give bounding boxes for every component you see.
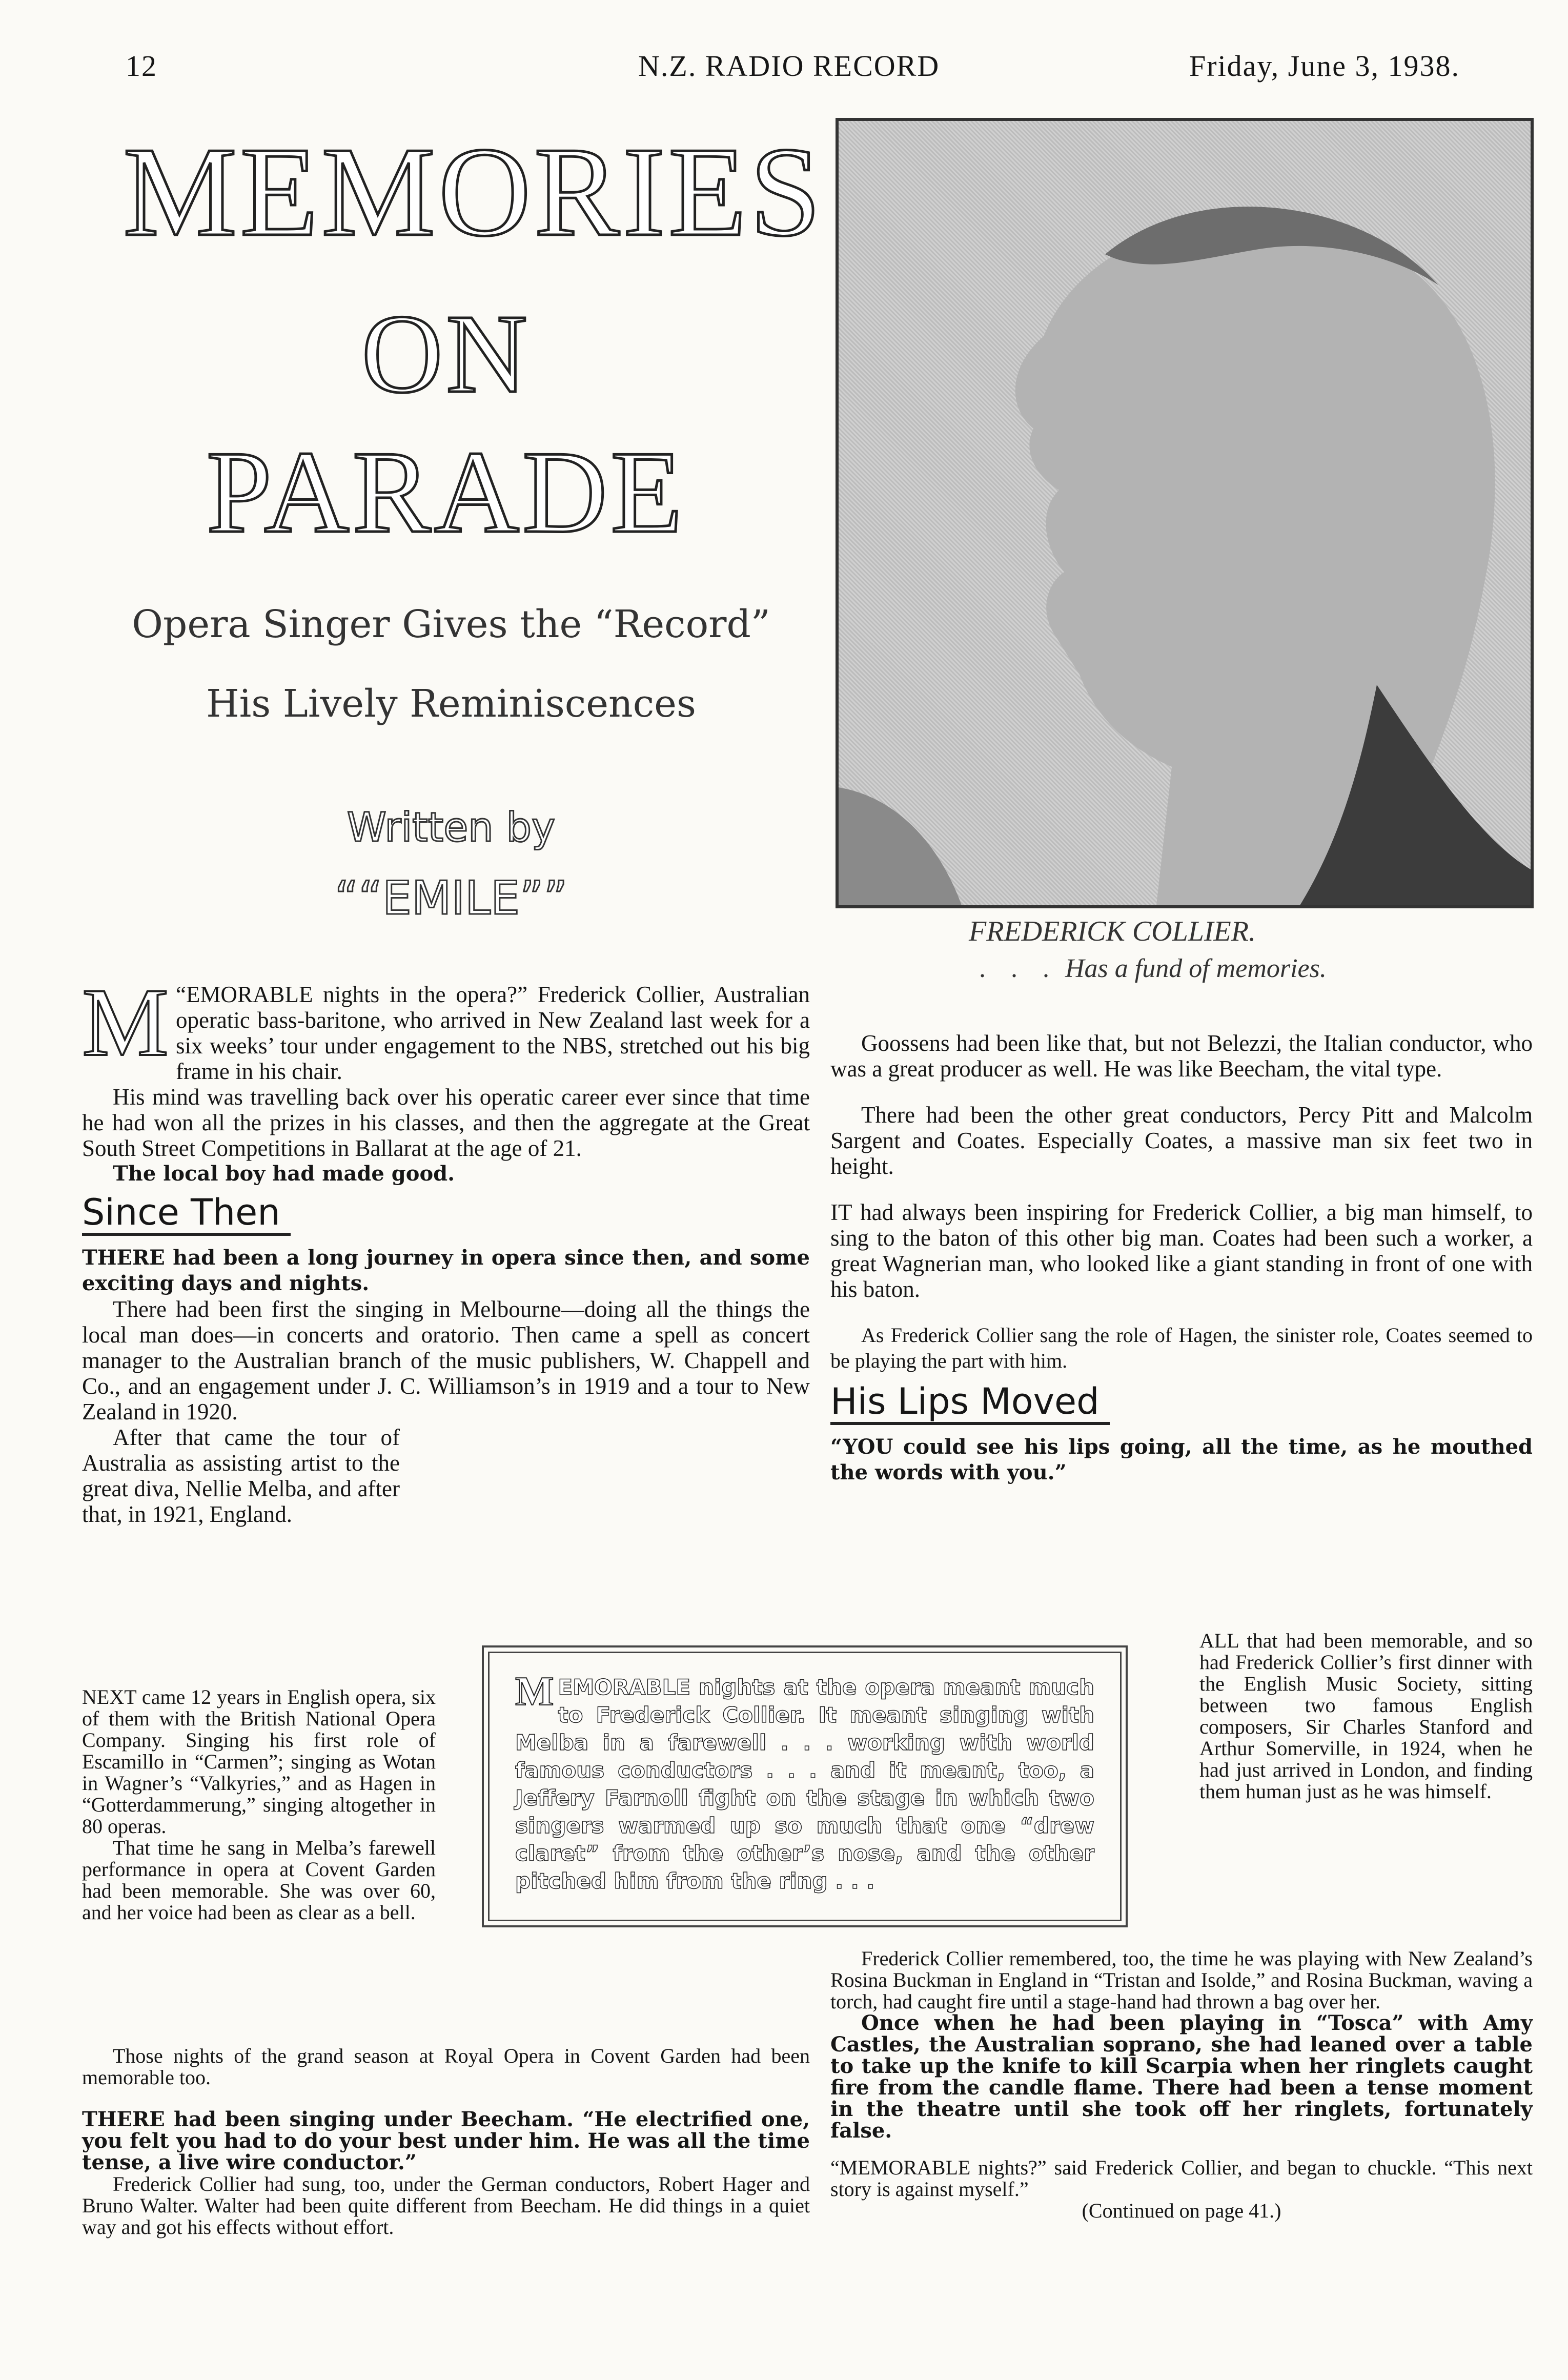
right-column [830, 1030, 1533, 1486]
photo-caption-subtext: Has a fund of memories. [1065, 954, 1327, 983]
byline-label: Written by [347, 805, 556, 851]
paragraph-bold: Once when he had been playing in “Tosca” with Amy Castles, the Australian soprano, she had leaned over a table to take up the knife to kill Scarpia when her ringlets caught fire from the candle flame. There had been a tense moment in the theatre until she took off her ringlets, fortunately false. [830, 2011, 1533, 2143]
intro-paragraph [82, 969, 810, 1084]
intro-dropcap: M [82, 969, 169, 1076]
paragraph: Frederick Collier had sung, too, under the German conductors, Robert Hager and Bruno Walter. Walter had been quite different from Beecham. He did things in a quiet way and got his effects without effort. [82, 2172, 810, 2239]
section-heading-his-lips-moved: His Lips Moved [830, 1381, 1110, 1425]
paragraph: Frederick Collier remembered, too, the time he was playing with New Zealand’s Rosina Buckman in England in “Tristan and Isolde,” and Rosina Buckman, waving a torch, had caught fire until a stage-hand had thrown a bag over her. [830, 1947, 1533, 2013]
page-number: 12 [126, 49, 157, 83]
paragraph: ALL that had been memorable, and so had Frederick Collier’s first dinner with the English Music Society, sitting between two famous English composers, Sir Charles Stanford and Arthur Somerville, in 1924, when he had just arrived in London, and finding them human just as he was himself. [1199, 1629, 1533, 1803]
pull-quote-dropcap: M [515, 1669, 554, 1714]
paragraph: That time he sang in Melba’s farewell performance in opera at Covent Garden had been memorable. She was over 60, and her voice had been as clear as a bell. [82, 1836, 436, 1924]
portrait-photo [836, 118, 1534, 908]
paragraph: Those nights of the grand season at Royal Opera in Covent Garden had been memorable too. [82, 2044, 810, 2089]
paragraph-bold: “YOU could see his lips going, all the time, as he mouthed the words with you.” [830, 1435, 1533, 1484]
right-narrow-column [1199, 1630, 1533, 1802]
subtitle-line-2: His Lively Reminiscences [206, 682, 696, 726]
photo-caption-name: FREDERICK COLLIER. [969, 916, 1256, 947]
title-line-1: MEMORIES [123, 121, 824, 263]
publication-name: N.Z. RADIO RECORD [638, 49, 940, 83]
photo-caption-text: . . . Has a fund of memories. [979, 954, 1327, 983]
left-narrow-column [82, 1686, 436, 1923]
title-line-2: ON [361, 291, 531, 416]
paragraph-bold: The local boy had made good. [113, 1162, 455, 1186]
paragraph: THERE had been a long journey in opera since then, and some exciting days and nights. [82, 1246, 810, 1295]
paragraph: His mind was travelling back over his operatic career ever since that time he had won all the prizes in his classes, and then the aggregate at the Great South Street Competitions in Ballarat at the age of 21. [82, 1084, 810, 1161]
pull-quote-box [482, 1645, 1128, 1927]
paragraph: As Frederick Collier sang the role of Hagen, the sinister role, Coates seemed to be playing the part with him. [830, 1324, 1533, 1372]
subtitle-line-1: Opera Singer Gives the “Record” [132, 602, 770, 646]
paragraph: Goossens had been like that, but not Belezzi, the Italian conductor, who was a great producer as well. He was like Beecham, the vital type. [830, 1030, 1533, 1082]
issue-date: Friday, June 3, 1938. [1189, 49, 1460, 83]
paragraph: NEXT came 12 years in English opera, six of them with the British National Opera Company. Singing his first role of Escamillo in “Carmen”; singing as Wotan in Wagner’s “Valkyries,” and as Hagen in “Gotterdammerung,” singing altogether in 80 operas. [82, 1685, 436, 1838]
pull-quote-inner [488, 1652, 1122, 1921]
paragraph-bold: THERE had been singing under Beecham. “He electrified one, you felt you had to do your best under him. He was all the time tense, a live wire conductor.” [82, 2107, 810, 2174]
byline-author: ““EMILE”” [334, 871, 568, 925]
left-lower-column [82, 2045, 810, 2238]
intro-text: “EMORABLE nights in the opera?” Frederick Collier, Australian operatic bass-baritone, who arrived in New Zealand last week for a six weeks’ tour under engagement to the NBS, stretched out his big frame in his chair. [175, 982, 810, 1084]
portrait-illustration [839, 121, 1531, 905]
paragraph: There had been first the singing in Melbourne—doing all the things the local man does—in concerts and oratorio. Then came a spell as concert manager to the Australian branch of the music publishers, W. Chappell and Co., and an engagement under J. C. Williamson’s in 1919 and a tour to New Zealand in 1920. [82, 1296, 810, 1425]
pull-quote-text: EMORABLE nights at the opera meant much to Frederick Collier. It meant singing with Melba in a farewell . . . working with world famous conductors . . . and it meant, too, a Jeffery Farnoll fight on the stage in which two singers warmed up so much that one “drew claret” from the other’s nose, and the other pitched him from the ring . . . [515, 1675, 1094, 1894]
section-heading-since-then: Since Then [82, 1192, 291, 1236]
title-line-3: PARADE [206, 426, 686, 557]
paragraph: After that came the tour of Australia as assisting artist to the great diva, Nellie Melba, and after that, in 1921, England. [82, 1425, 400, 1527]
left-column [82, 969, 810, 1527]
continued-note: (Continued on page 41.) [1082, 2199, 1281, 2222]
paragraph: IT had always been inspiring for Frederick Collier, a big man himself, to sing to the baton of this other big man. Coates had been such a worker, a great Wagnerian man, who looked like a giant standing in front of one with his baton. [830, 1199, 1533, 1302]
right-lower-column [830, 1948, 1533, 2222]
paragraph: There had been the other great conductors, Percy Pitt and Malcolm Sargent and Coates. Especially Coates, a massive man six feet two in height. [830, 1102, 1533, 1179]
paragraph: “MEMORABLE nights?” said Frederick Collier, and began to chuckle. “This next story is against myself.” [830, 2156, 1533, 2201]
